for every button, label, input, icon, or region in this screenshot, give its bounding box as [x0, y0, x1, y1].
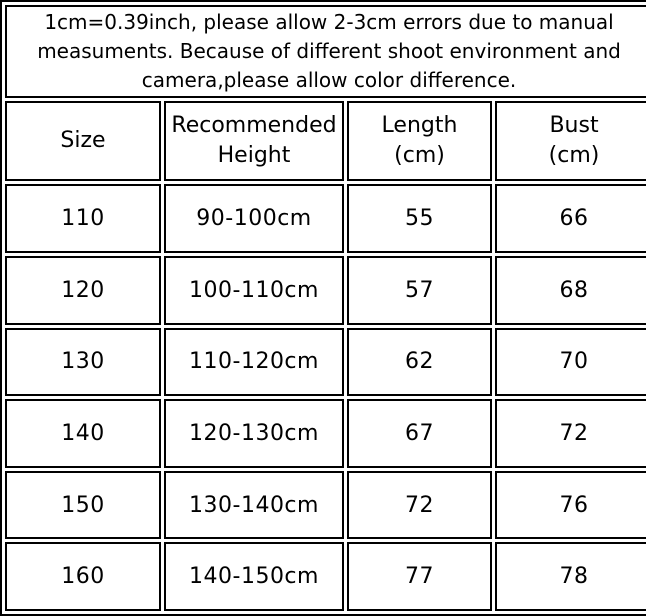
header-label: (cm) — [548, 143, 600, 169]
recommended-height-value: 100-110cm — [164, 256, 344, 325]
table-row-size-140 — [5, 399, 646, 468]
header-label: Bust — [549, 113, 599, 139]
table-row-size-130 — [5, 328, 646, 397]
bust-value: 66 — [495, 184, 646, 253]
recommended-height-value: 90-100cm — [164, 184, 344, 253]
length-value: 72 — [347, 471, 492, 540]
table-row-size-120 — [5, 256, 646, 325]
table-row-size-110 — [5, 184, 646, 253]
column-header-recommended-height — [164, 101, 344, 182]
column-header-length — [347, 101, 492, 182]
size-value: 120 — [5, 256, 161, 325]
note-line-3: camera,please allow color difference. — [141, 67, 517, 92]
note-line-1: 1cm=0.39inch, please allow 2-3cm errors due to manual — [44, 9, 614, 34]
recommended-height-value: 110-120cm — [164, 328, 344, 397]
recommended-height-value: 130-140cm — [164, 471, 344, 540]
table-row-size-150 — [5, 471, 646, 540]
bust-value: 76 — [495, 471, 646, 540]
header-label: Height — [217, 143, 291, 169]
table-header-row — [5, 101, 646, 182]
size-value: 130 — [5, 328, 161, 397]
recommended-height-value: 120-130cm — [164, 399, 344, 468]
size-value: 110 — [5, 184, 161, 253]
length-value: 62 — [347, 328, 492, 397]
header-label: (cm) — [394, 143, 445, 169]
bust-value: 78 — [495, 542, 646, 611]
table-row-size-160 — [5, 542, 646, 611]
note-line-2: measuments. Because of different shoot environment and — [37, 38, 621, 63]
column-header-bust — [495, 101, 646, 182]
size-value: 150 — [5, 471, 161, 540]
recommended-height-value: 140-150cm — [164, 542, 344, 611]
bust-value: 72 — [495, 399, 646, 468]
length-value: 57 — [347, 256, 492, 325]
size-value: 140 — [5, 399, 161, 468]
size-value: 160 — [5, 542, 161, 611]
length-value: 67 — [347, 399, 492, 468]
length-value: 55 — [347, 184, 492, 253]
header-label: Recommended — [171, 113, 337, 139]
measurement-note — [5, 5, 646, 98]
bust-value: 68 — [495, 256, 646, 325]
header-label: Length — [381, 113, 458, 139]
column-header-size — [5, 101, 161, 182]
header-label: Size — [60, 128, 106, 154]
measurement-note-row — [5, 5, 646, 98]
bust-value: 70 — [495, 328, 646, 397]
length-value: 77 — [347, 542, 492, 611]
